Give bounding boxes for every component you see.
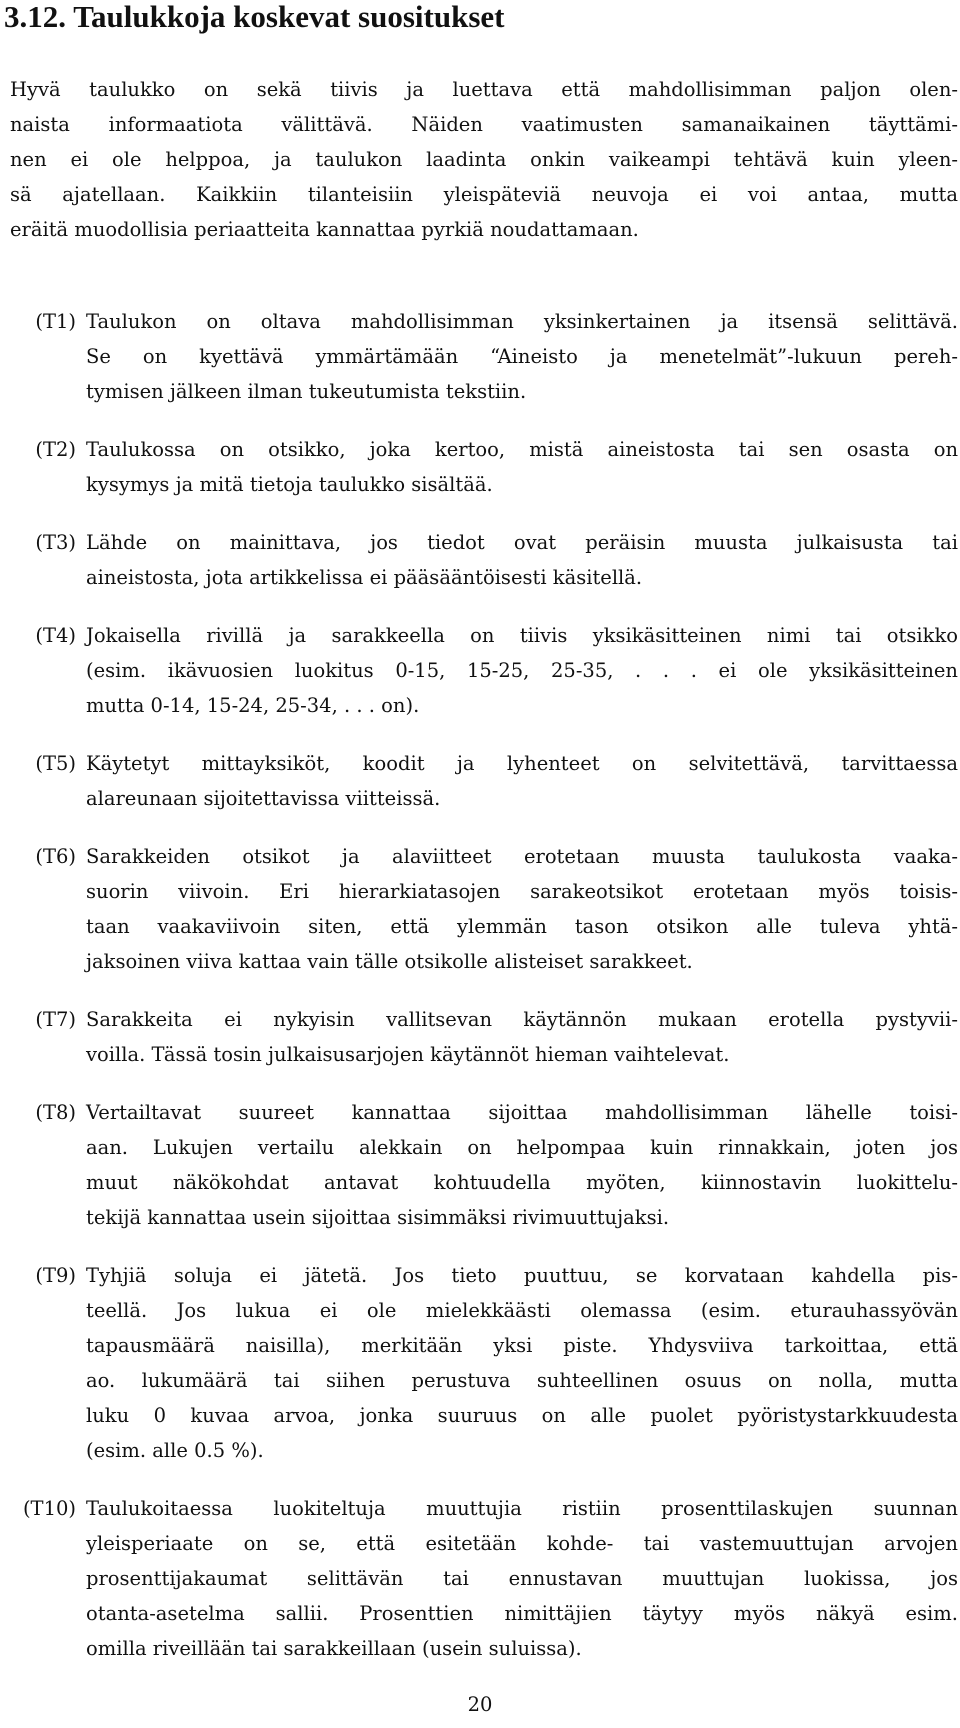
recommendation-line: taan vaakaviivoin siten, että ylemmän tason otsikon alle tuleva yhtä-: [86, 915, 958, 938]
recommendation-item: [0, 746, 960, 816]
recommendation-marker: (T3): [35, 531, 76, 554]
recommendation-line: teellä. Jos lukua ei ole mielekkäästi olemassa (esim. eturauhassyövän: [86, 1299, 958, 1322]
recommendation-line: Lähde on mainittava, jos tiedot ovat peräisin muusta julkaisusta tai: [86, 531, 958, 554]
recommendation-line: Vertailtavat suureet kannattaa sijoittaa mahdollisimman lähelle toisi-: [86, 1101, 958, 1124]
recommendation-marker: (T9): [35, 1264, 76, 1287]
intro-line: eräitä muodollisia periaatteita kannattaa pyrkiä noudattamaan.: [10, 218, 639, 241]
recommendation-marker: (T4): [35, 624, 76, 647]
recommendation-line: aineistosta, jota artikkelissa ei pääsääntöisesti käsitellä.: [86, 566, 643, 589]
recommendation-line: Taulukoitaessa luokiteltuja muuttujia ristiin prosenttilaskujen suunnan: [86, 1497, 958, 1520]
recommendation-marker: (T6): [35, 845, 76, 868]
recommendation-text: [86, 618, 958, 723]
intro-line: Hyvä taulukko on sekä tiivis ja luettava että mahdollisimman paljon olen-: [10, 78, 958, 101]
recommendation-marker: (T8): [35, 1101, 76, 1124]
intro-line: naista informaatiota välittävä. Näiden vaatimusten samanaikainen täyttämi-: [10, 113, 958, 136]
recommendation-line: Sarakkeiden otsikot ja alaviitteet erotetaan muusta taulukosta vaaka-: [86, 845, 958, 868]
intro-line: sä ajatellaan. Kaikkiin tilanteisiin yleispäteviä neuvoja ei voi antaa, mutta: [10, 183, 958, 206]
recommendation-list: [0, 304, 960, 1689]
recommendation-text: [86, 525, 958, 595]
recommendation-text: [86, 304, 958, 409]
recommendation-marker: (T10): [22, 1497, 76, 1520]
recommendation-line: Käytetyt mittayksiköt, koodit ja lyhenteet on selvitettävä, tarvittaessa: [86, 752, 958, 775]
recommendation-marker: (T7): [35, 1008, 76, 1031]
recommendation-line: alareunaan sijoitettavissa viitteissä.: [86, 787, 441, 810]
recommendation-line: Tyhjiä soluja ei jätetä. Jos tieto puuttuu, se korvataan kahdella pis-: [86, 1264, 958, 1287]
recommendation-line: Taulukossa on otsikko, joka kertoo, mistä aineistosta tai sen osasta on: [86, 438, 958, 461]
recommendation-line: tymisen jälkeen ilman tukeutumista tekstiin.: [86, 380, 527, 403]
recommendation-line: (esim. alle 0.5 %).: [86, 1439, 264, 1462]
recommendation-line: (esim. ikävuosien luokitus 0-15, 15-25, 25-35, . . . ei ole yksikäsitteinen: [86, 659, 958, 682]
recommendation-line: Taulukon on oltava mahdollisimman yksinkertainen ja itsensä selittävä.: [86, 310, 958, 333]
recommendation-line: jaksoinen viiva kattaa vain tälle otsikolle alisteiset sarakkeet.: [86, 950, 693, 973]
recommendation-line: luku 0 kuvaa arvoa, jonka suuruus on alle puolet pyöristystarkkuudesta: [86, 1404, 958, 1427]
recommendation-marker: (T2): [35, 438, 76, 461]
recommendation-item: [0, 432, 960, 502]
recommendation-line: Jokaisella rivillä ja sarakkeella on tiivis yksikäsitteinen nimi tai otsikko: [86, 624, 958, 647]
recommendation-text: [86, 1258, 958, 1468]
recommendation-item: [0, 1095, 960, 1235]
recommendation-marker: (T1): [35, 310, 76, 333]
recommendation-line: prosenttijakaumat selittävän tai ennustavan muuttujan luokissa, jos: [86, 1567, 958, 1590]
section-heading: 3.12. Taulukkoja koskevat suositukset: [4, 0, 505, 34]
recommendation-line: tapausmäärä naisilla), merkitään yksi piste. Yhdysviiva tarkoittaa, että: [86, 1334, 958, 1357]
intro-paragraph: [10, 72, 958, 247]
recommendation-item: [0, 1002, 960, 1072]
recommendation-line: muut näkökohdat antavat kohtuudella myöten, kiinnostavin luokittelu-: [86, 1171, 958, 1194]
recommendation-line: tekijä kannattaa usein sijoittaa sisimmäksi rivimuuttujaksi.: [86, 1206, 670, 1229]
recommendation-text: [86, 432, 958, 502]
recommendation-line: voilla. Tässä tosin julkaisusarjojen käytännöt hieman vaihtelevat.: [86, 1043, 730, 1066]
recommendation-marker: (T5): [35, 752, 76, 775]
recommendation-line: mutta 0-14, 15-24, 25-34, . . . on).: [86, 694, 420, 717]
recommendation-item: [0, 1491, 960, 1666]
recommendation-item: [0, 618, 960, 723]
recommendation-line: yleisperiaate on se, että esitetään kohde- tai vastemuuttujan arvojen: [86, 1532, 958, 1555]
recommendation-item: [0, 1258, 960, 1468]
recommendation-text: [86, 746, 958, 816]
recommendation-line: aan. Lukujen vertailu alekkain on helpompaa kuin rinnakkain, joten jos: [86, 1136, 958, 1159]
recommendation-line: omilla riveillään tai sarakkeillaan (usein suluissa).: [86, 1637, 582, 1660]
recommendation-text: [86, 1095, 958, 1235]
intro-line: nen ei ole helppoa, ja taulukon laadinta onkin vaikeampi tehtävä kuin yleen-: [10, 148, 958, 171]
recommendation-item: [0, 839, 960, 979]
recommendation-line: suorin viivoin. Eri hierarkiatasojen sarakeotsikot erotetaan myös toisis-: [86, 880, 958, 903]
recommendation-text: [86, 1002, 958, 1072]
recommendation-item: [0, 304, 960, 409]
recommendation-text: [86, 1491, 958, 1666]
recommendation-line: otanta-asetelma sallii. Prosenttien nimittäjien täytyy myös näkyä esim.: [86, 1602, 958, 1625]
recommendation-line: Sarakkeita ei nykyisin vallitsevan käytännön mukaan erotella pystyvii-: [86, 1008, 958, 1031]
recommendation-line: ao. lukumäärä tai siihen perustuva suhteellinen osuus on nolla, mutta: [86, 1369, 958, 1392]
recommendation-text: [86, 839, 958, 979]
recommendation-line: Se on kyettävä ymmärtämään “Aineisto ja menetelmät”-lukuun pereh-: [86, 345, 958, 368]
recommendation-line: kysymys ja mitä tietoja taulukko sisältää.: [86, 473, 493, 496]
page-number: 20: [467, 1693, 493, 1716]
recommendation-item: [0, 525, 960, 595]
